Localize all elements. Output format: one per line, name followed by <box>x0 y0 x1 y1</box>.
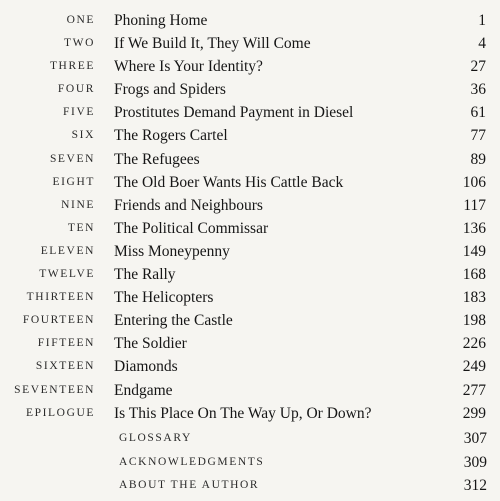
chapter-title: The Helicopters <box>114 289 214 307</box>
chapter-title: Frogs and Spiders <box>114 81 226 99</box>
chapter-row <box>0 402 500 425</box>
chapter-number: THREE <box>49 60 95 73</box>
chapter-row <box>0 379 500 402</box>
chapter-number: EPILOGUE <box>25 406 95 419</box>
chapter-row <box>0 194 500 217</box>
back-matter-row <box>0 427 500 451</box>
chapter-row <box>0 124 500 147</box>
chapter-page: 4 <box>478 35 486 53</box>
chapter-number: FOUR <box>57 83 95 96</box>
chapter-row <box>0 286 500 309</box>
back-matter-title: ACKNOWLEDGMENTS <box>119 455 265 468</box>
chapter-page: 249 <box>462 358 486 376</box>
chapter-number: SEVENTEEN <box>14 383 95 396</box>
chapter-row <box>0 332 500 355</box>
chapter-page: 117 <box>463 196 486 214</box>
chapter-title: Entering the Castle <box>114 312 233 330</box>
chapter-row <box>0 148 500 171</box>
chapter-page: 106 <box>462 173 486 191</box>
chapter-title: The Rogers Cartel <box>114 127 228 145</box>
chapter-title: Is This Place On The Way Up, Or Down? <box>114 404 372 422</box>
back-matter-page: 312 <box>463 477 487 494</box>
back-matter-page: 307 <box>463 430 487 447</box>
chapter-title: The Old Boer Wants His Cattle Back <box>114 173 344 191</box>
chapter-page: 299 <box>462 404 486 422</box>
chapter-number: TWO <box>64 37 95 50</box>
chapter-page: 149 <box>462 242 486 260</box>
chapter-page: 277 <box>462 381 486 399</box>
chapter-row <box>0 55 500 78</box>
chapter-row <box>0 217 500 240</box>
chapter-number: NINE <box>61 198 95 211</box>
back-matter-list <box>0 427 500 498</box>
chapter-number: SIXTEEN <box>35 360 95 373</box>
chapter-row <box>0 240 500 263</box>
chapter-page: 136 <box>462 219 486 237</box>
chapter-title: The Political Commissar <box>114 219 269 237</box>
chapter-title: Friends and Neighbours <box>114 196 263 214</box>
chapter-page: 168 <box>462 266 486 284</box>
chapter-title: Endgame <box>114 381 173 399</box>
chapter-title: Prostitutes Demand Payment in Diesel <box>114 104 354 122</box>
chapter-row <box>0 355 500 378</box>
chapter-number: ONE <box>66 14 95 26</box>
chapter-number: SIX <box>71 129 95 142</box>
chapter-number: TWELVE <box>39 268 95 281</box>
chapter-page: 36 <box>470 81 486 99</box>
back-matter-page: 309 <box>463 453 487 471</box>
back-matter-title: GLOSSARY <box>119 432 192 444</box>
chapter-row <box>0 309 500 332</box>
chapter-title: The Soldier <box>114 335 187 353</box>
chapter-page: 27 <box>470 58 486 76</box>
chapter-title: Miss Moneypenny <box>114 242 230 260</box>
chapter-number: FIFTEEN <box>37 337 95 350</box>
chapter-row <box>0 9 500 32</box>
chapter-number: FOURTEEN <box>22 314 95 327</box>
chapter-title: Phoning Home <box>114 12 208 29</box>
chapter-page: 61 <box>470 104 486 122</box>
chapter-page: 198 <box>462 312 486 330</box>
chapter-number: TEN <box>67 221 95 234</box>
chapter-number: THIRTEEN <box>26 291 95 304</box>
chapter-row <box>0 101 500 124</box>
back-matter-row <box>0 474 500 498</box>
back-matter-title: ABOUT THE AUTHOR <box>119 479 260 491</box>
chapter-title: The Refugees <box>114 150 200 168</box>
chapter-list <box>0 9 500 425</box>
chapter-row <box>0 171 500 194</box>
chapter-number: ELEVEN <box>40 244 95 257</box>
chapter-number: EIGHT <box>52 175 95 188</box>
chapter-number: FIVE <box>63 106 95 119</box>
chapter-page: 77 <box>470 127 486 145</box>
chapter-row <box>0 32 500 55</box>
chapter-title: Where Is Your Identity? <box>114 58 263 76</box>
chapter-title: Diamonds <box>114 358 178 376</box>
chapter-row <box>0 78 500 101</box>
chapter-page: 89 <box>470 150 486 168</box>
chapter-title: The Rally <box>114 266 176 284</box>
chapter-page: 183 <box>462 289 486 307</box>
chapter-row <box>0 263 500 286</box>
back-matter-row <box>0 451 500 475</box>
chapter-page: 1 <box>478 12 486 29</box>
chapter-page: 226 <box>462 335 486 353</box>
chapter-title: If We Build It, They Will Come <box>114 35 311 53</box>
chapter-number: SEVEN <box>49 152 95 165</box>
